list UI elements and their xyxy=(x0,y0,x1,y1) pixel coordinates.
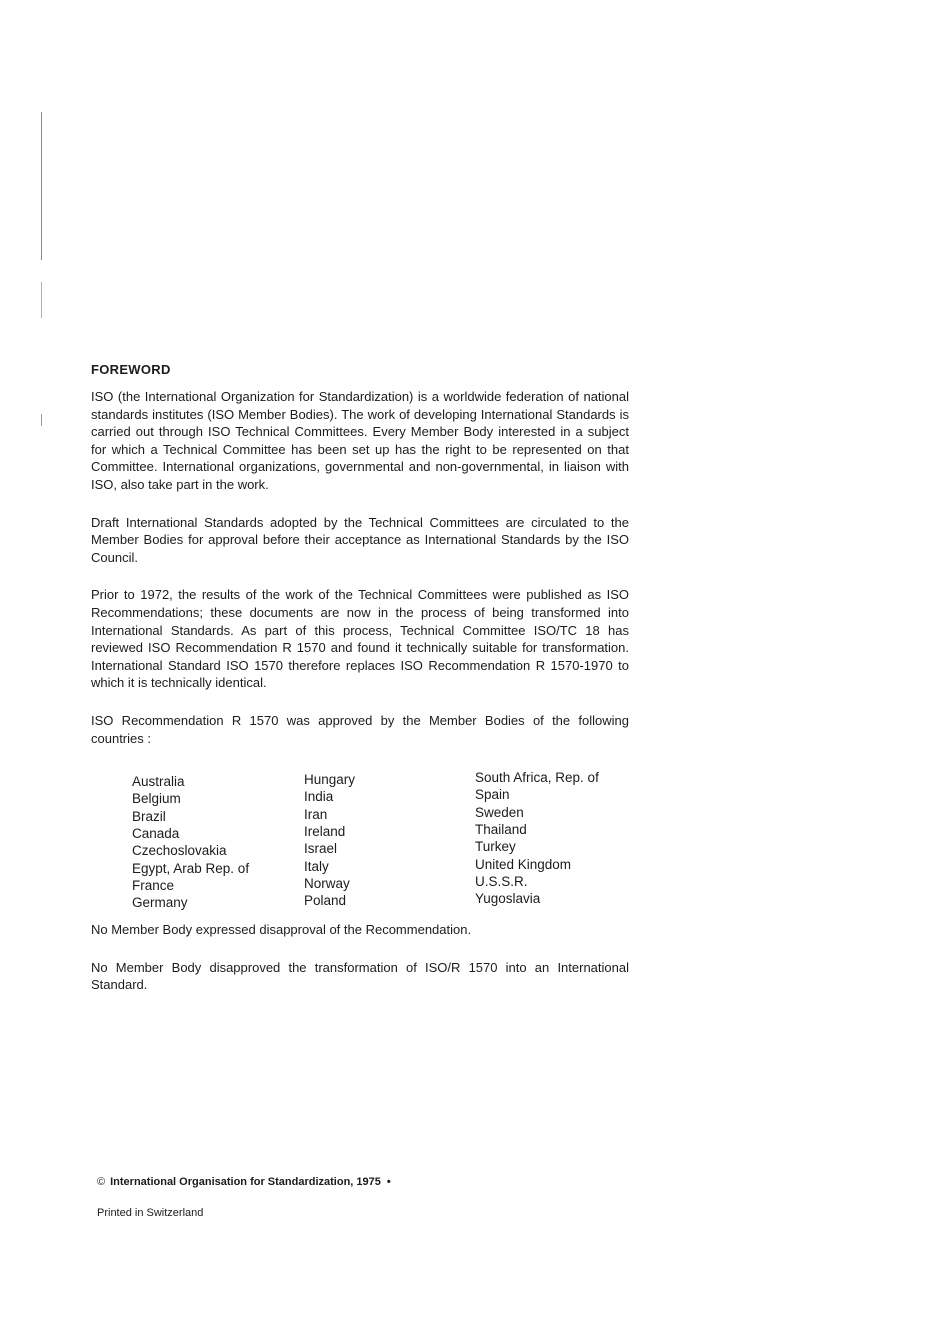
countries-column-3 xyxy=(475,769,599,907)
copyright-notice xyxy=(97,1176,391,1188)
scan-artifact-line xyxy=(41,282,42,318)
scan-artifact-line xyxy=(41,112,42,260)
country-item: Turkey xyxy=(475,839,516,855)
foreword-paragraph-4: ISO Recommendation R 1570 was approved by the Member Bodies of the following countries : xyxy=(91,712,629,746)
foreword-title: FOREWORD xyxy=(91,362,171,377)
country-item: Sweden xyxy=(475,804,524,820)
country-item: Belgium xyxy=(132,791,181,807)
countries-column-2 xyxy=(304,771,355,909)
country-item: Poland xyxy=(304,893,347,909)
country-item: Norway xyxy=(304,875,350,891)
country-item: Thailand xyxy=(475,821,527,837)
country-item: Italy xyxy=(304,858,329,874)
country-item: South Africa, Rep. of xyxy=(475,770,599,786)
country-item: Germany xyxy=(132,895,188,911)
bullet-icon: • xyxy=(386,1176,391,1188)
country-item: U.S.S.R. xyxy=(475,873,528,889)
closing-paragraph-2: No Member Body disapproved the transformation of ISO/R 1570 into an International Standard. xyxy=(91,959,629,993)
country-item: Iran xyxy=(304,806,328,822)
country-item: Brazil xyxy=(132,808,166,824)
country-item: India xyxy=(304,789,334,805)
country-item: Czechoslovakia xyxy=(132,843,227,859)
closing-paragraph-1: No Member Body expressed disapproval of the Recommendation. xyxy=(91,922,472,938)
copyright-text: International Organisation for Standardization, 1975 xyxy=(110,1176,381,1188)
country-item: Spain xyxy=(475,787,510,803)
printed-in-note: Printed in Switzerland xyxy=(97,1207,204,1219)
copyright-icon: © xyxy=(97,1176,106,1188)
country-item: Canada xyxy=(132,825,180,841)
foreword-section xyxy=(91,362,629,1012)
country-item: Australia xyxy=(132,774,185,790)
foreword-paragraph-3: Prior to 1972, the results of the work of the Technical Committees were published as ISO Recommendations; these documents are now in the process of being transformed into International Standards. As part of this process, Technical Committee ISO/TC 18 has reviewed ISO Recommendation R 1570 and found it technically suitable for transformation. International Standard ISO 1570 therefore replaces ISO Recommendation R 1570-1970 to which it is technically identical. xyxy=(91,587,629,691)
approving-countries-list xyxy=(132,763,629,911)
country-item: Yugoslavia xyxy=(475,891,541,907)
country-item: France xyxy=(132,877,175,893)
scan-artifact-line xyxy=(41,414,42,426)
countries-column-1 xyxy=(132,773,249,911)
country-item: Ireland xyxy=(304,823,346,839)
country-item: Israel xyxy=(304,841,338,857)
country-item: Egypt, Arab Rep. of xyxy=(132,860,250,876)
foreword-paragraph-1: ISO (the International Organization for Standardization) is a worldwide federation of national standards institutes (ISO Member Bodies). The work of developing International Standards is carried out through ISO Technical Committees. Every Member Body interested in a subject for which a Technical Committee has been set up has the right to be represented on that Committee. International organizations, governmental and non-governmental, in liaison with ISO, also take part in the work. xyxy=(91,389,629,492)
country-item: United Kingdom xyxy=(475,856,572,872)
foreword-paragraph-2: Draft International Standards adopted by the Technical Committees are circulated to the Member Bodies for approval before their acceptance as International Standards by the ISO Council. xyxy=(91,514,629,565)
country-item: Hungary xyxy=(304,772,356,788)
